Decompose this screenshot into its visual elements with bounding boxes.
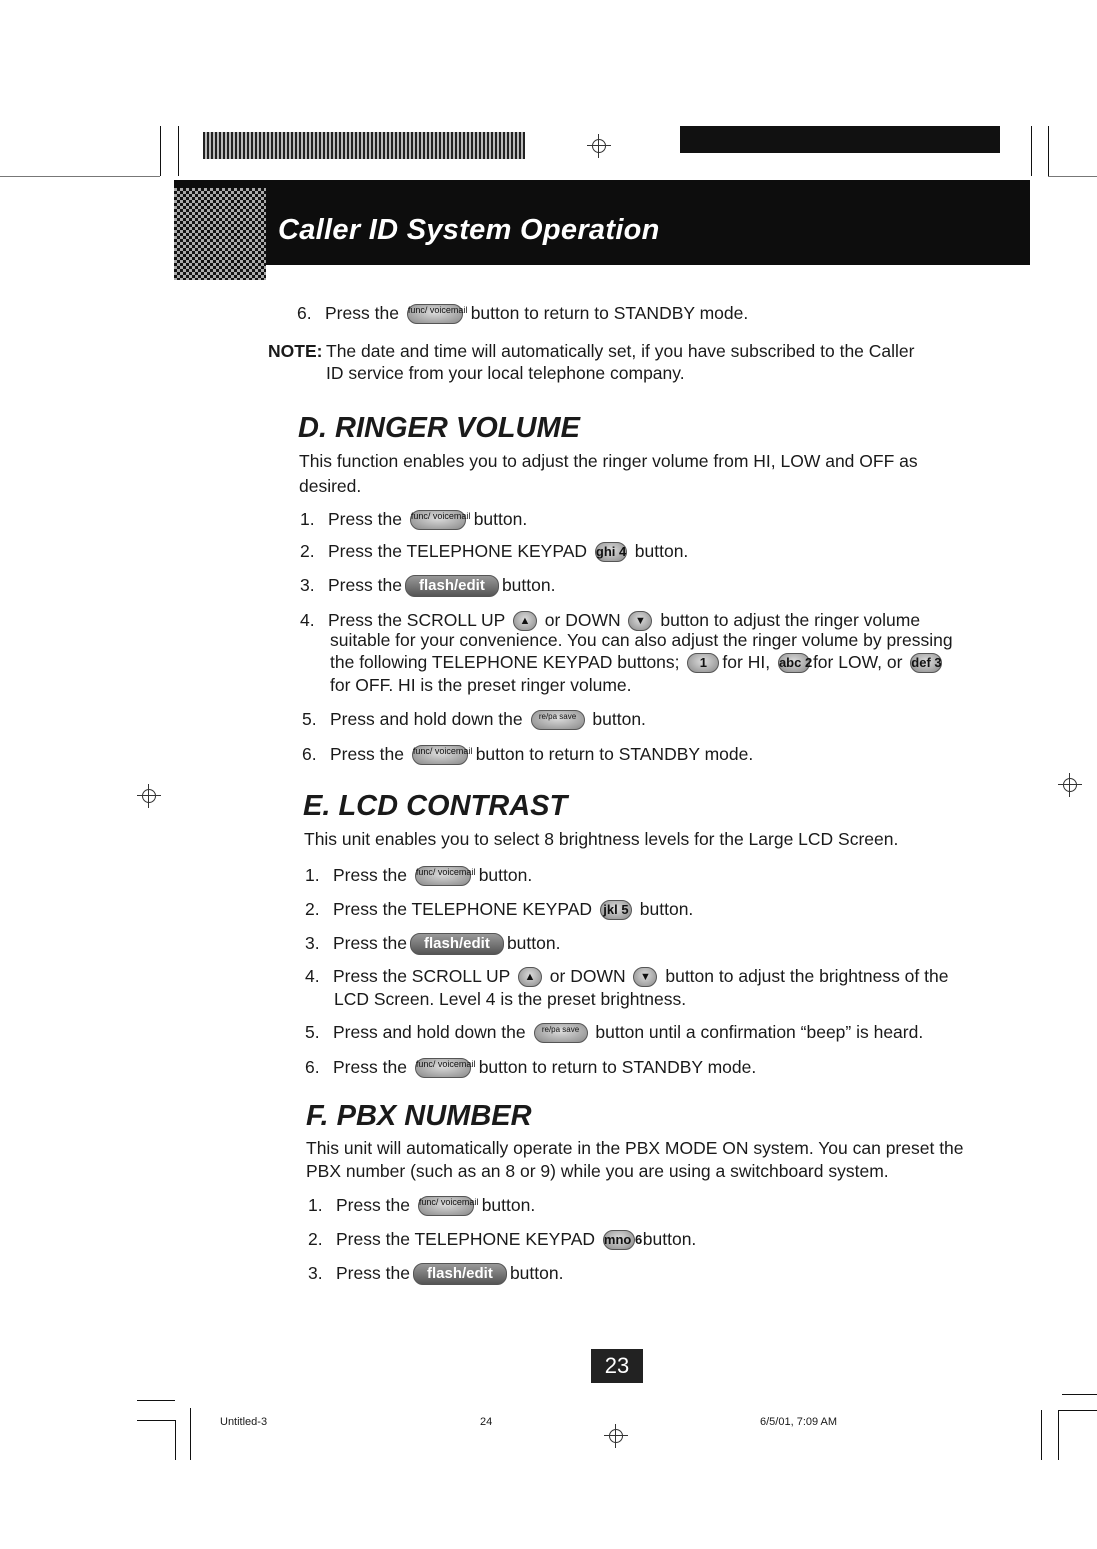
scroll-down-key-icon: ▼ bbox=[628, 611, 652, 631]
keypad-5-key-icon: jkl 5 bbox=[600, 900, 632, 920]
keypad-4-key-icon: ghi 4 bbox=[595, 542, 627, 562]
lcd-step-1: 1. Press the func/ voicemail button. bbox=[305, 865, 533, 885]
page-title: Caller ID System Operation bbox=[278, 214, 660, 246]
crop-mark bbox=[1062, 1394, 1097, 1395]
section-header-band bbox=[174, 180, 1030, 265]
func-voicemail-key-icon: func/ voicemail bbox=[412, 745, 468, 765]
note-line-2: ID service from your local telephone company. bbox=[326, 363, 685, 383]
func-voicemail-key-icon: func/ voicemail bbox=[415, 866, 471, 886]
note-label: NOTE: bbox=[268, 341, 323, 361]
flash-edit-key-icon: flash/edit bbox=[405, 575, 499, 597]
crop-mark bbox=[1041, 1410, 1042, 1460]
func-voicemail-key-icon: func/ voicemail bbox=[415, 1058, 471, 1078]
scroll-up-key-icon: ▲ bbox=[513, 611, 537, 631]
ringer-step-2: 2. Press the TELEPHONE KEYPAD ghi 4 button. bbox=[300, 541, 689, 561]
ringer-step-4-line-4: for OFF. HI is the preset ringer volume. bbox=[330, 675, 632, 695]
note: NOTE: The date and time will automatically set, if you have subscribed to the Caller bbox=[268, 341, 915, 361]
footer-filename: Untitled-3 bbox=[220, 1416, 268, 1428]
lcd-step-4: 4. Press the SCROLL UP ▲ or DOWN ▼ button to adjust the brightness of the bbox=[305, 966, 949, 986]
flash-edit-key-icon: flash/edit bbox=[410, 933, 504, 955]
crop-mark bbox=[0, 176, 160, 177]
lcd-step-2: 2. Press the TELEPHONE KEYPAD jkl 5 button. bbox=[305, 899, 694, 919]
pbx-desc: This unit will automatically operate in the PBX MODE ON system. You can preset the bbox=[306, 1138, 964, 1158]
page-number: 23 bbox=[591, 1349, 643, 1383]
registration-mark-icon bbox=[137, 784, 161, 808]
registration-mark-icon bbox=[604, 1424, 628, 1448]
redial-pause-save-key-icon: re/pa save bbox=[534, 1023, 588, 1043]
crop-mark bbox=[1048, 176, 1097, 177]
keypad-6-key-icon: mno 6 bbox=[603, 1230, 635, 1250]
pbx-step-1: 1. Press the func/ voicemail button. bbox=[308, 1195, 536, 1215]
ringer-desc: This function enables you to adjust the ringer volume from HI, LOW and OFF as bbox=[299, 451, 918, 471]
keypad-1-key-icon: 1 bbox=[687, 653, 719, 673]
ringer-step-1: 1. Press the func/ voicemail button. bbox=[300, 509, 528, 529]
lcd-desc: This unit enables you to select 8 brightness levels for the Large LCD Screen. bbox=[304, 829, 899, 849]
crop-mark bbox=[1031, 126, 1032, 176]
crop-mark bbox=[1058, 1410, 1059, 1460]
func-voicemail-key-icon: func/ voicemail bbox=[410, 510, 466, 530]
color-bar-left bbox=[203, 132, 525, 159]
heading-lcd-contrast: E. LCD CONTRAST bbox=[303, 790, 568, 822]
scroll-up-key-icon: ▲ bbox=[518, 967, 542, 987]
registration-mark-icon bbox=[587, 134, 611, 158]
lcd-step-5: 5. Press and hold down the re/pa save button until a confirmation “beep” is heard. bbox=[305, 1022, 924, 1042]
func-voicemail-key-icon: func/ voicemail bbox=[407, 304, 463, 324]
func-voicemail-key-icon: func/ voicemail bbox=[418, 1196, 474, 1216]
ringer-step-5: 5. Press and hold down the re/pa save button. bbox=[302, 709, 646, 729]
ringer-step-4-line-3: the following TELEPHONE KEYPAD buttons; 1 for HI, abc 2for LOW, or def 3 bbox=[330, 652, 942, 672]
heading-pbx-number: F. PBX NUMBER bbox=[306, 1100, 532, 1132]
crop-mark bbox=[175, 1420, 176, 1460]
pbx-desc-2: PBX number (such as an 8 or 9) while you are using a switchboard system. bbox=[306, 1161, 889, 1181]
ringer-desc-2: desired. bbox=[299, 476, 362, 496]
keypad-2-key-icon: abc 2 bbox=[778, 653, 810, 673]
lcd-step-6: 6. Press the func/ voicemail button to return to STANDBY mode. bbox=[305, 1057, 757, 1077]
pbx-step-3: 3. Press the flash/edit button. bbox=[308, 1262, 563, 1285]
crop-mark bbox=[1048, 126, 1049, 176]
crop-mark bbox=[160, 126, 161, 176]
ringer-step-4: 4. Press the SCROLL UP ▲ or DOWN ▼ button to adjust the ringer volume bbox=[300, 610, 921, 630]
ringer-step-6: 6. Press the func/ voicemail button to return to STANDBY mode. bbox=[302, 744, 754, 764]
flash-edit-key-icon: flash/edit bbox=[413, 1263, 507, 1285]
crop-mark bbox=[137, 1420, 175, 1421]
crop-mark bbox=[137, 1400, 175, 1401]
step-6-intro: 6. Press the func/ voicemail button to return to STANDBY mode. bbox=[297, 303, 749, 323]
redial-pause-save-key-icon: re/pa save bbox=[531, 710, 585, 730]
pbx-step-2: 2. Press the TELEPHONE KEYPAD mno 6 button. bbox=[308, 1229, 697, 1249]
ringer-step-3: 3. Press the flash/edit button. bbox=[300, 574, 555, 597]
lcd-step-4-line-2: LCD Screen. Level 4 is the preset brightness. bbox=[334, 989, 687, 1009]
crop-mark bbox=[178, 126, 179, 176]
footer-page: 24 bbox=[480, 1416, 493, 1428]
crop-mark bbox=[190, 1408, 191, 1460]
keypad-3-key-icon: def 3 bbox=[910, 653, 942, 673]
registration-mark-icon bbox=[1058, 773, 1082, 797]
footer-datetime: 6/5/01, 7:09 AM bbox=[760, 1416, 838, 1428]
mosaic-graphic bbox=[174, 188, 266, 280]
scroll-down-key-icon: ▼ bbox=[633, 967, 657, 987]
crop-mark bbox=[1058, 1410, 1097, 1411]
heading-ringer-volume: D. RINGER VOLUME bbox=[298, 412, 580, 444]
ringer-step-4-line-2: suitable for your convenience. You can also adjust the ringer volume by pressing bbox=[330, 630, 953, 650]
lcd-step-3: 3. Press the flash/edit button. bbox=[305, 932, 560, 955]
color-bar-right bbox=[680, 126, 1000, 153]
